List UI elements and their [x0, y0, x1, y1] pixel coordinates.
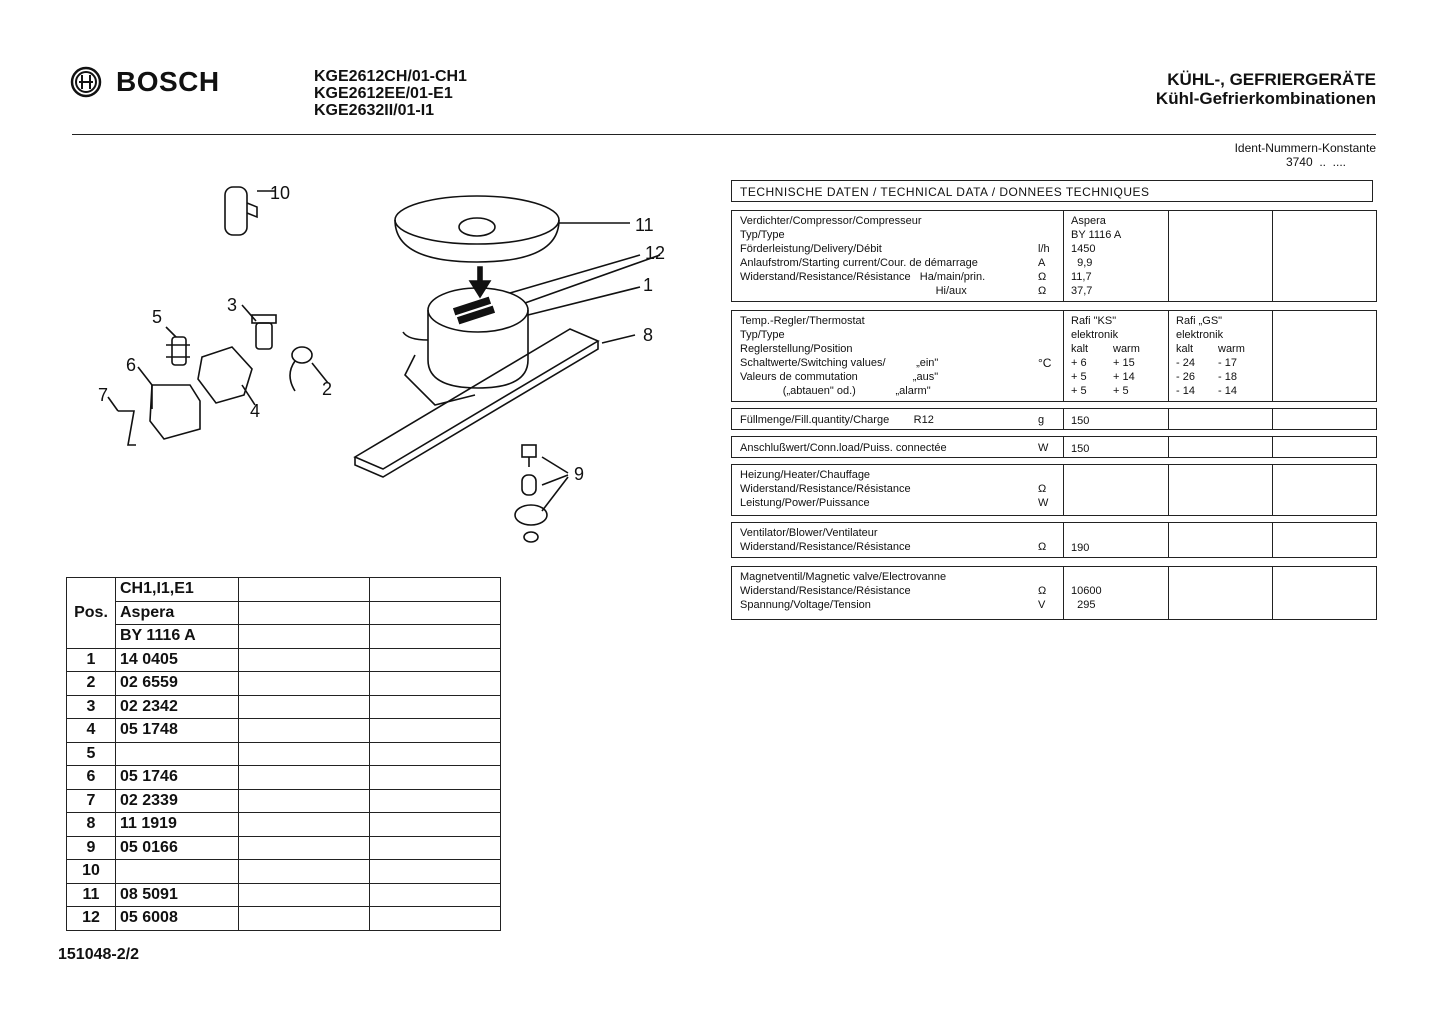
header-divider — [72, 134, 1376, 135]
label-6: 6 — [126, 355, 137, 375]
part-9-mounting-set — [515, 445, 568, 542]
category-line-1: KÜHL-, GEFRIERGERÄTE — [1167, 70, 1376, 89]
ident-label: Ident-Nummern-Konstante — [1234, 141, 1376, 155]
label-10: 10 — [270, 183, 291, 203]
heater-box: Heizung/Heater/Chauffage Widerstand/Resistance/Résistance Leistung/Power/Puissance Ω W — [731, 464, 1377, 516]
part-4-cover — [198, 347, 255, 405]
table-row: 7 02 2339 — [67, 789, 501, 813]
ident-block — [1235, 141, 1376, 169]
part-11-drip-tray — [395, 196, 630, 262]
part-5-clip — [166, 327, 190, 365]
model-1: KGE2612CH/01-CH1 — [314, 68, 467, 85]
thermostat-ks: Rafi "KS" elektronik kalt warm + 6 + 15 + 5 + 14 + 5 + 5 — [1071, 315, 1140, 397]
head-type: BY 1116 A — [116, 625, 239, 649]
label-1: 1 — [643, 275, 654, 295]
label-7: 7 — [98, 385, 109, 405]
table-row: 4 05 1748 — [67, 719, 501, 743]
label-8: 8 — [643, 325, 654, 345]
blower-box: Ventilator/Blower/Ventilateur Widerstand/Resistance/Résistance Ω 190 — [731, 522, 1377, 558]
brand-name: BOSCH — [116, 66, 220, 97]
part-8-mounting-rail — [355, 329, 635, 477]
conn-load-box: Anschlußwert/Conn.load/Puiss. connectée W 150 — [731, 436, 1377, 458]
label-2: 2 — [322, 379, 333, 399]
table-row: 5 — [67, 742, 501, 766]
part-6-terminal-box — [138, 367, 200, 439]
table-row: 12 05 6008 — [67, 907, 501, 931]
model-2: KGE2612EE/01-E1 — [314, 85, 453, 102]
valve-box: Magnetventil/Magnetic valve/Electrovanne Widerstand/Resistance/Résistance Spannung/Voltage/Tension Ω V 10600 295 — [731, 566, 1377, 620]
celsius-unit: °C — [1038, 356, 1052, 370]
pos-header: Pos. — [67, 578, 116, 649]
head-brand: Aspera — [116, 601, 239, 625]
table-row: 11 08 5091 — [67, 883, 501, 907]
table-row: 3 02 2342 — [67, 695, 501, 719]
table-row: 10 — [67, 860, 501, 884]
compressor-box: Verdichter/Compressor/Compresseur Typ/Type Förderleistung/Delivery/Débit Anlaufstrom/Starting current/Cour. de démarrage Widerstand/Resistance/Résistance Ha/main/prin. Hi/aux l/h A Ω Ω Aspera BY 1116 A 1450 9,9 11,7 37,7 — [731, 210, 1377, 302]
label-3: 3 — [227, 295, 238, 315]
label-4: 4 — [250, 401, 261, 421]
thermostat-box: Temp.-Regler/Thermostat Typ/Type Reglerstellung/Position Schaltwerte/Switching values/ „ein" Valeurs de commutation „aus" („abtauen" od.) „alarm" °C Rafi "KS" elektronik kalt warm + 6 + 15 + 5 + 14 + 5 + 5 Rafi „GS" elektronik kalt warm - 24 - 17 - 26 - 18 - 14 - 14 — [731, 310, 1377, 402]
part-3-relay — [242, 305, 276, 349]
part-7-bracket — [108, 397, 136, 445]
bosch-logo-icon — [70, 66, 102, 98]
thermostat-gs: Rafi „GS" elektronik kalt warm - 24 - 17 - 26 - 18 - 14 - 14 — [1176, 315, 1245, 397]
label-9: 9 — [574, 464, 585, 484]
part-10-capacitor — [225, 187, 275, 235]
label-12: 12 — [645, 243, 666, 263]
model-list — [314, 68, 467, 119]
parts-table — [66, 577, 501, 931]
fill-box: Füllmenge/Fill.quantity/Charge R12 g 150 — [731, 408, 1377, 430]
exploded-parts-diagram — [90, 175, 690, 560]
tech-data-title: TECHNISCHE DATEN / TECHNICAL DATA / DONNEES TECHNIQUES — [731, 180, 1373, 202]
table-head-row — [67, 578, 501, 602]
ident-code: 3740 .. .... — [1285, 155, 1346, 169]
table-row: 2 02 6559 — [67, 672, 501, 696]
brand — [70, 66, 220, 98]
table-row: 8 11 1919 — [67, 813, 501, 837]
label-5: 5 — [152, 307, 163, 327]
table-row: 1 14 0405 — [67, 648, 501, 672]
model-3: KGE2632II/01-I1 — [314, 102, 435, 119]
table-head-row — [67, 601, 501, 625]
category — [1156, 70, 1376, 108]
document-number: 151048-2/2 — [58, 946, 139, 963]
table-head-row — [67, 625, 501, 649]
category-line-2: Kühl-Gefrierkombinationen — [1155, 89, 1376, 108]
label-11: 11 — [635, 215, 654, 235]
arrow-down-icon — [470, 267, 490, 297]
head-variant: CH1,I1,E1 — [116, 578, 239, 602]
part-1-compressor — [403, 255, 660, 405]
table-row: 6 05 1746 — [67, 766, 501, 790]
table-row: 9 05 0166 — [67, 836, 501, 860]
